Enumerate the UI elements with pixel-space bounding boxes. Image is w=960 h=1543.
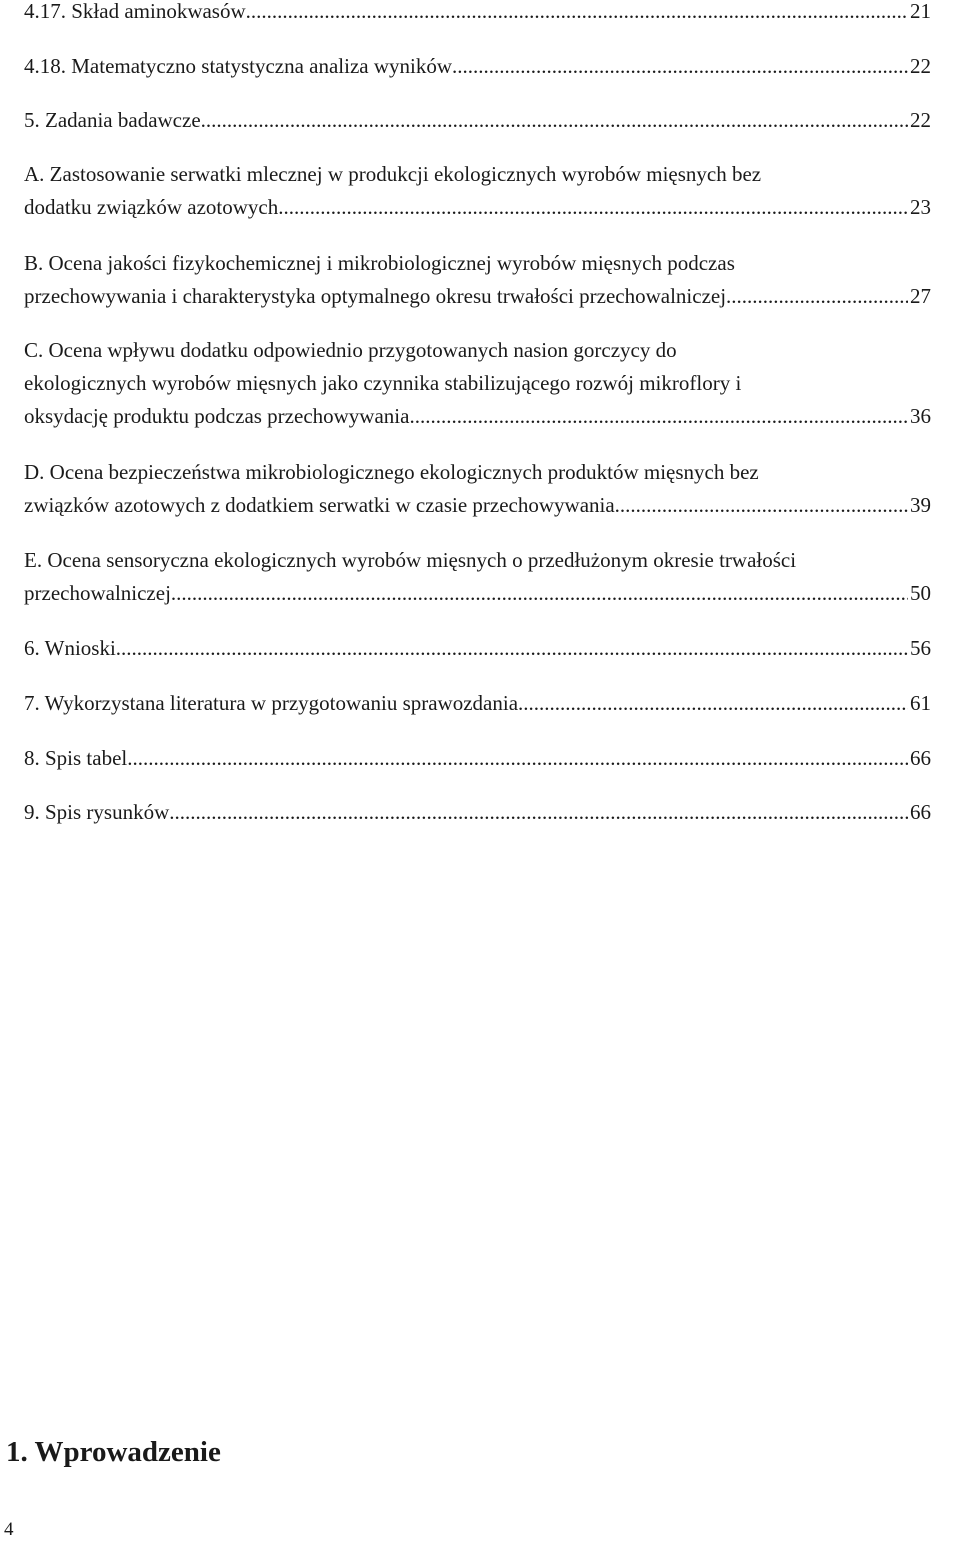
toc-entry-a[interactable] [24, 158, 931, 224]
toc-page-number: 27 [910, 284, 931, 308]
toc-page-number: 36 [910, 404, 931, 428]
toc-entry-line: A. Zastosowanie serwatki mlecznej w produkcji ekologicznych wyrobów mięsnych bez [24, 162, 762, 186]
toc-entry-text: dodatku związków azotowych [24, 195, 279, 219]
toc-page-number: 21 [910, 0, 931, 23]
toc-entry-text: 8. Spis tabel [24, 746, 128, 770]
toc-entry-text: 4.18. Matematyczno statystyczna analiza wyników [24, 54, 453, 78]
toc-entry-text: przechowalniczej. [24, 581, 177, 605]
toc-page-number: 39 [910, 493, 931, 517]
dot-leader [169, 796, 908, 829]
toc-page-number: 22 [910, 54, 931, 78]
section-heading: 1. Wprowadzenie [6, 1436, 221, 1468]
toc-page-number: 50 [910, 581, 931, 605]
toc-entry-line: E. Ocena sensoryczna ekologicznych wyrobów mięsnych o przedłużonym okresie trwałości [24, 548, 797, 572]
toc-entry-text: 9. Spis rysunków [24, 800, 170, 824]
dot-leader [452, 50, 908, 83]
toc-page-number: 61 [910, 691, 931, 715]
dot-leader [518, 687, 908, 720]
dot-leader [620, 489, 908, 522]
toc-page-number: 66 [910, 800, 931, 824]
toc-entry-4-17[interactable] [24, 0, 931, 28]
dot-leader [415, 400, 908, 433]
toc-entry-text: oksydację produktu podczas przechowywania. [24, 404, 415, 428]
dot-leader [731, 280, 908, 313]
toc-entry-b[interactable] [24, 247, 931, 313]
toc-entry-4-18[interactable] [24, 50, 931, 83]
toc-entry-line: B. Ocena jakości fizykochemicznej i mikrobiologicznej wyrobów mięsnych podczas [24, 251, 735, 275]
dot-leader [246, 0, 908, 28]
page-number: 4 [4, 1519, 14, 1540]
toc-entry-text: 4.17. Skład aminokwasów [24, 0, 246, 23]
toc-entry-text: 6. Wnioski [24, 636, 116, 660]
toc-page-number: 56 [910, 636, 931, 660]
toc-entry-d[interactable] [24, 456, 931, 522]
toc-entry-line: ekologicznych wyrobów mięsnych jako czynnika stabilizującego rozwój mikroflory i [24, 371, 742, 395]
toc-page-number: 22 [910, 108, 931, 132]
toc-entry-9[interactable] [24, 796, 931, 829]
toc-entry-e[interactable] [24, 544, 931, 610]
toc-entry-6[interactable] [24, 632, 931, 665]
dot-leader [116, 632, 908, 665]
dot-leader [201, 104, 908, 137]
toc-entry-5[interactable] [24, 104, 931, 137]
toc-entry-text: przechowywania i charakterystyka optymalnego okresu trwałości przechowalniczej. [24, 284, 732, 308]
toc-entry-7[interactable] [24, 687, 931, 720]
toc-entry-8[interactable] [24, 742, 931, 775]
dot-leader [127, 742, 908, 775]
dot-leader [176, 577, 908, 610]
toc-entry-c[interactable] [24, 334, 931, 433]
toc-entry-text: związków azotowych z dodatkiem serwatki w czasie przechowywania. [24, 493, 620, 517]
dot-leader [278, 191, 908, 224]
toc-page-number: 66 [910, 746, 931, 770]
toc-page-number: 23 [910, 195, 931, 219]
toc-entry-text: 5. Zadania badawcze [24, 108, 201, 132]
toc-entry-line: D. Ocena bezpieczeństwa mikrobiologicznego ekologicznych produktów mięsnych bez [24, 460, 759, 484]
toc-entry-text: 7. Wykorzystana literatura w przygotowaniu sprawozdania [24, 691, 519, 715]
toc-entry-line: C. Ocena wpływu dodatku odpowiednio przygotowanych nasion gorczycy do [24, 338, 677, 362]
